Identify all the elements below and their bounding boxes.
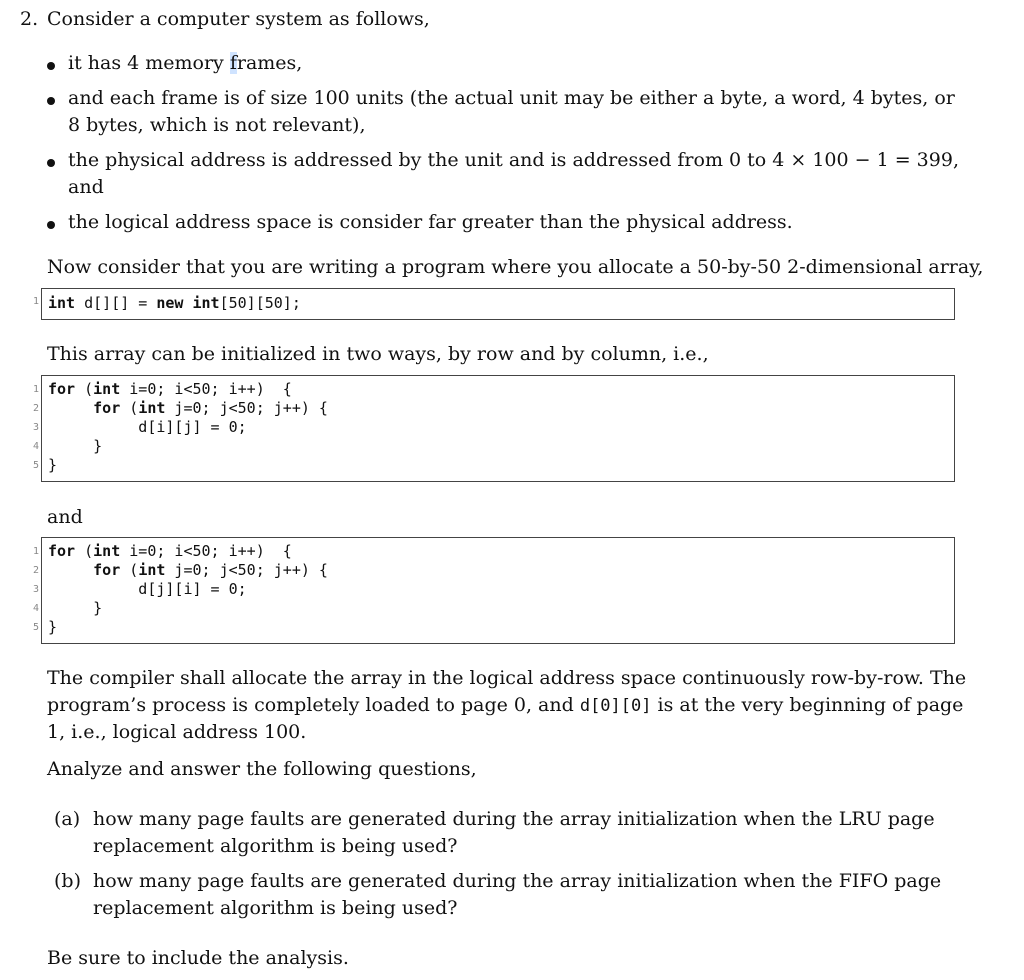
paragraph-compiler-line-2: [47, 694, 963, 716]
code3-line-number: 3: [32, 584, 39, 595]
bullet-1-line: it has 4 memory frames,: [68, 52, 303, 74]
paragraph-compiler-line-1: The compiler shall allocate the array in the logical address space continuously row-by-row. The: [47, 667, 967, 689]
bullet-dot: [47, 97, 55, 105]
code3-line-3: d[j][i] = 0;: [48, 580, 247, 598]
bullet-dot: [47, 221, 55, 229]
code3-line-4: }: [48, 599, 103, 617]
bullet-dot: [47, 159, 55, 167]
code3-line-1: for (int i=0; i<50; i++) {: [48, 542, 292, 560]
code3-line-number: 4: [32, 603, 39, 614]
code2-line-number: 1: [32, 384, 39, 395]
and-text: and: [47, 506, 83, 528]
code2-line-4: }: [48, 437, 103, 455]
closing-text: Be sure to include the analysis.: [47, 947, 349, 969]
code3-line-number: 5: [32, 622, 39, 633]
code2-line-1: for (int i=0; i<50; i++) {: [48, 380, 292, 398]
bullet-3-line-1: the physical address is addressed by the unit and is addressed from 0 to 4 × 100 − 1 = 399,: [68, 149, 959, 171]
code2-line-number: 4: [32, 441, 39, 452]
question-a-line-1: how many page faults are generated during the array initialization when the LRU page: [93, 808, 935, 830]
code3-line-5: }: [48, 618, 58, 636]
bullet-2-line-2: 8 bytes, which is not relevant),: [68, 114, 366, 136]
code2-line-3: d[i][j] = 0;: [48, 418, 247, 436]
paragraph-compiler-line-3: 1, i.e., logical address 100.: [47, 721, 307, 743]
question-b-label: (b): [54, 870, 81, 892]
array-element-code: d[0][0]: [579, 696, 652, 716]
paragraph-init: This array can be initialized in two ways, by row and by column, i.e.,: [47, 343, 709, 365]
bullet-2-line-1: and each frame is of size 100 units (the actual unit may be either a byte, a word, 4 bytes, or: [68, 87, 955, 109]
code2-line-number: 5: [32, 460, 39, 471]
question-a-label: (a): [54, 808, 81, 830]
paragraph-allocate: Now consider that you are writing a program where you allocate a 50-by-50 2-dimensional array,: [47, 256, 984, 278]
code2-line-number: 2: [32, 403, 39, 414]
question-b-line-1: how many page faults are generated during the array initialization when the FIFO page: [93, 870, 942, 892]
code3-line-number: 2: [32, 565, 39, 576]
bullet-4-line: the logical address space is consider far greater than the physical address.: [68, 211, 793, 233]
code2-line-2: for (int j=0; j<50; j++) {: [93, 399, 328, 417]
paragraph-analyze: Analyze and answer the following questions,: [47, 758, 477, 780]
compiler-text-before: program’s process is completely loaded to page 0, and: [47, 694, 580, 716]
code3-line-number: 1: [32, 546, 39, 557]
code1-line-1: int d[][] = new int[50][50];: [48, 294, 301, 312]
compiler-text-after: is at the very beginning of page: [651, 694, 964, 716]
code2-line-number: 3: [32, 422, 39, 433]
code1-line-number: 1: [32, 296, 39, 307]
code3-line-2: for (int j=0; j<50; j++) {: [93, 561, 328, 579]
question-a-line-2: replacement algorithm is being used?: [93, 835, 458, 857]
code2-line-5: }: [48, 456, 58, 474]
question-title: Consider a computer system as follows,: [47, 8, 430, 30]
bullet-3-line-2: and: [68, 176, 104, 198]
question-number: 2.: [20, 8, 39, 30]
question-b-line-2: replacement algorithm is being used?: [93, 897, 458, 919]
bullet-dot: [47, 62, 55, 70]
